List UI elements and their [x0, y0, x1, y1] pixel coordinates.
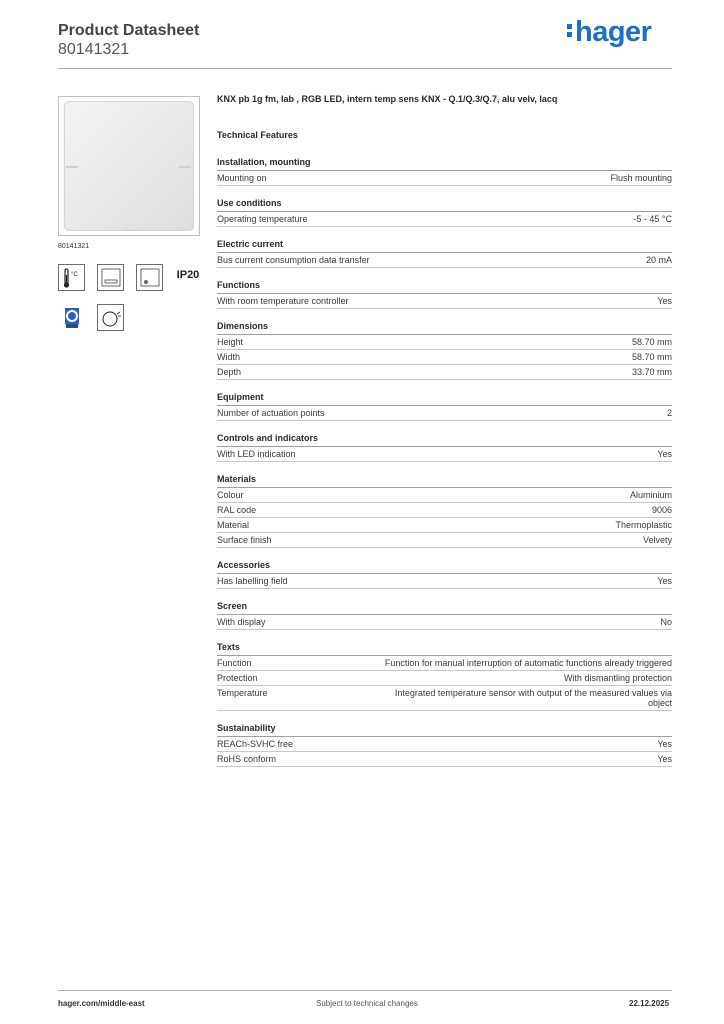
- spec-row: With LED indication Yes: [217, 447, 672, 462]
- spec-row: Colour Aluminium: [217, 488, 672, 503]
- screw-mount-icon: [136, 264, 163, 291]
- spec-row: Height 58.70 mm: [217, 335, 672, 350]
- spec-group: [217, 197, 672, 227]
- page-title: Product Datasheet: [58, 22, 200, 39]
- spec-group: [217, 279, 672, 309]
- group-title: Equipment: [217, 391, 672, 406]
- spec-row: Operating temperature -5 - 45 °C: [217, 212, 672, 227]
- label-field-icon: [97, 264, 124, 291]
- group-title: Accessories: [217, 559, 672, 574]
- technical-specification: [217, 94, 672, 778]
- spec-row: Temperature Integrated temperature sensor with output of the measured values via object: [217, 686, 672, 711]
- spec-row: With room temperature controller Yes: [217, 294, 672, 309]
- product-notch: [123, 230, 135, 231]
- spec-row: Function Function for manual interruption of automatic functions already triggered: [217, 656, 672, 671]
- group-title: Installation, mounting: [217, 156, 672, 171]
- spec-group: [217, 156, 672, 186]
- spec-group: [217, 600, 672, 630]
- eco-label-icon: [58, 304, 85, 331]
- spec-group: [217, 238, 672, 268]
- header-divider: [58, 68, 672, 69]
- temperature-icon: [58, 264, 85, 291]
- footer-date: 22.12.2025: [629, 999, 670, 1008]
- group-title: Dimensions: [217, 320, 672, 335]
- product-image: [58, 96, 200, 236]
- spec-group: [217, 722, 672, 767]
- section-title: Technical Features: [217, 130, 298, 140]
- spec-group: [217, 391, 672, 421]
- spec-row: Depth 33.70 mm: [217, 365, 672, 380]
- spec-row: With display No: [217, 615, 672, 630]
- spec-row: REACh-SVHC free Yes: [217, 737, 672, 752]
- image-caption: 80141321: [58, 243, 90, 250]
- spec-row: Bus current consumption data transfer 20 mA: [217, 253, 672, 268]
- spec-row: Material Thermoplastic: [217, 518, 672, 533]
- spec-row: Surface finish Velvety: [217, 533, 672, 548]
- led-indicator-left: [66, 166, 78, 168]
- product-number: 80141321: [58, 41, 130, 58]
- hager-logo: hager: [567, 16, 651, 48]
- spec-group: [217, 432, 672, 462]
- group-title: Screen: [217, 600, 672, 615]
- led-indicator-right: [179, 166, 191, 168]
- footer-notice: Subject to technical changes: [316, 999, 418, 1008]
- footer-website-link[interactable]: hager.com/middle-east: [58, 999, 145, 1008]
- group-title: Sustainability: [217, 722, 672, 737]
- spec-row: RAL code 9006: [217, 503, 672, 518]
- group-title: Texts: [217, 641, 672, 656]
- spec-row: RoHS conform Yes: [217, 752, 672, 767]
- group-title: Functions: [217, 279, 672, 294]
- product-description: KNX pb 1g fm, lab , RGB LED, intern temp sens KNX - Q.1/Q.3/Q.7, alu velv, lacq: [217, 94, 558, 104]
- spec-group: [217, 473, 672, 548]
- group-title: Use conditions: [217, 197, 672, 212]
- footer-divider: [58, 990, 672, 991]
- ip-rating-icon: IP20: [176, 269, 200, 281]
- spec-group: [217, 641, 672, 711]
- group-title: Electric current: [217, 238, 672, 253]
- spec-row: Protection With dismantling protection: [217, 671, 672, 686]
- spec-group: [217, 559, 672, 589]
- group-title: Controls and indicators: [217, 432, 672, 447]
- spec-row: Has labelling field Yes: [217, 574, 672, 589]
- spec-row: Mounting on Flush mounting: [217, 171, 672, 186]
- wiring-icon: [97, 304, 124, 331]
- spec-group: [217, 320, 672, 380]
- spec-row: Width 58.70 mm: [217, 350, 672, 365]
- spec-row: Number of actuation points 2: [217, 406, 672, 421]
- group-title: Materials: [217, 473, 672, 488]
- svg-text:°C: °C: [71, 272, 78, 278]
- push-button-face: [64, 101, 194, 231]
- document-header: [58, 21, 199, 59]
